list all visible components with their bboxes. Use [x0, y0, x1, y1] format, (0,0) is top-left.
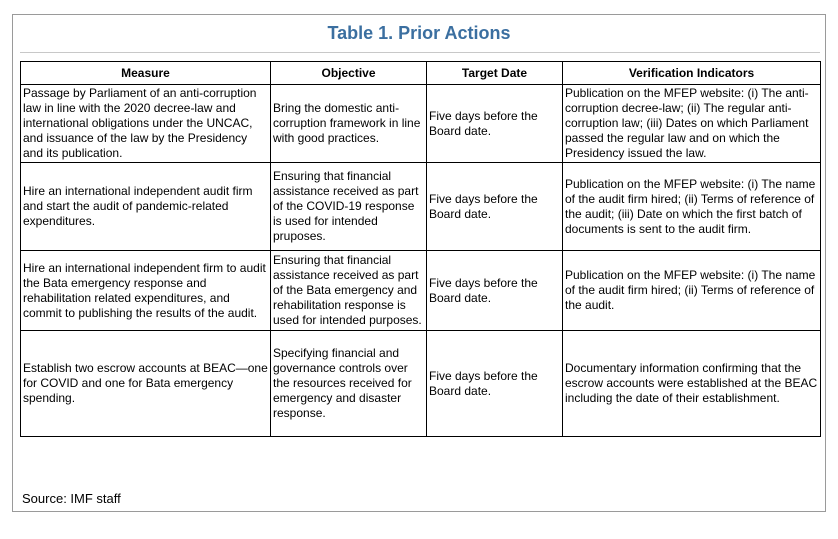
cell-objective: Ensuring that financial assistance received as part of the COVID-19 response is used for intended pruposes. [271, 163, 427, 251]
prior-actions-table [20, 61, 821, 437]
header-row [21, 62, 821, 85]
cell-verification: Publication on the MFEP website: (i) The name of the audit firm hired; (ii) Terms of reference of the audit; (iii) Date on which the first batch of documents is sent to the audit firm. [563, 163, 821, 251]
table-row [21, 85, 821, 163]
cell-measure: Establish two escrow accounts at BEAC—one for COVID and one for Bata emergency spending. [21, 331, 271, 437]
cell-target-date: Five days before the Board date. [427, 331, 563, 437]
table-title: Table 1. Prior Actions [327, 23, 511, 43]
cell-objective: Bring the domestic anti-corruption framework in line with good practices. [271, 85, 427, 163]
cell-objective: Ensuring that financial assistance received as part of the Bata emergency and rehabilitation response is used for intended purposes. [271, 251, 427, 331]
cell-target-date: Five days before the Board date. [427, 163, 563, 251]
header-objective: Objective [271, 62, 427, 85]
cell-objective: Specifying financial and governance controls over the resources received for emergency and disaster response. [271, 331, 427, 437]
cell-verification: Publication on the MFEP website: (i) The anti-corruption decree-law; (ii) The regular anti-corruption law; (iii) Dates on which Parliament passed the regular law and on which the Presidency issued the law. [563, 85, 821, 163]
header-target-date: Target Date [427, 62, 563, 85]
cell-measure: Hire an international independent firm to audit the Bata emergency response and rehabilitation related expenditures, and commit to publishing the results of the audit. [21, 251, 271, 331]
header-measure: Measure [21, 62, 271, 85]
cell-measure: Hire an international independent audit firm and start the audit of pandemic-related expenditures. [21, 163, 271, 251]
table-row [21, 251, 821, 331]
table-row [21, 331, 821, 437]
header-verification: Verification Indicators [563, 62, 821, 85]
table-row [21, 163, 821, 251]
cell-target-date: Five days before the Board date. [427, 251, 563, 331]
cell-verification: Publication on the MFEP website: (i) The name of the audit firm hired; (ii) Terms of reference of the audit. [563, 251, 821, 331]
cell-measure: Passage by Parliament of an anti-corruption law in line with the 2020 decree-law and international obligations under the UNCAC, and issuance of the law by the Presidency and its publication. [21, 85, 271, 163]
title-divider [20, 52, 820, 53]
source-note: Source: IMF staff [22, 491, 121, 506]
cell-verification: Documentary information confirming that the escrow accounts were established at the BEAC including the date of their establishment. [563, 331, 821, 437]
cell-target-date: Five days before the Board date. [427, 85, 563, 163]
